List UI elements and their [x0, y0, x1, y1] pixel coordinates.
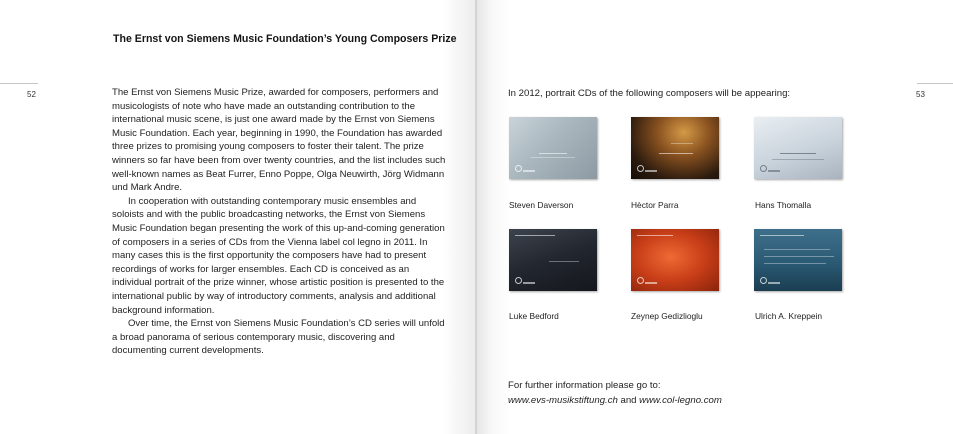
- left-page: [0, 0, 476, 434]
- cd-cover-ulrich-kreppein: [754, 229, 842, 291]
- cover-scribble: [764, 256, 834, 257]
- cd-cover-zeynep-gedizlioglu: [631, 229, 719, 291]
- cover-title-line: [539, 153, 567, 154]
- further-info: [508, 378, 722, 408]
- cover-scribble: [764, 263, 826, 264]
- paragraph: In cooperation with outstanding contemporary music ensembles and soloists and with the public broadcasting networks, the Ernst von Siemens Music Foundation began presenting the work of this up-and-coming generation of composers in a series of CDs from the Vienna label col legno in 2011. In many cases this is the first opportunity the composers have had to present recordings of works for larger ensembles. Each CD is conceived as an individual portrait of the prize winner, whose artistic position is presented to the international public by way of introductory comments, analysis and additional background information.: [112, 195, 445, 316]
- cover-title-line: [515, 235, 555, 236]
- label-mark: [523, 282, 535, 284]
- cd-caption: Luke Bedford: [509, 311, 559, 321]
- page-heading: The Ernst von Siemens Music Foundation’s Young Composers Prize: [113, 33, 457, 45]
- cd-cover-hans-thomalla: [754, 117, 842, 179]
- cover-scribble: [671, 143, 693, 144]
- page-number-left: 52: [27, 90, 36, 99]
- link-connector: and: [617, 395, 640, 406]
- intro-text: In 2012, portrait CDs of the following composers will be appearing:: [508, 88, 791, 99]
- cd-caption: Hans Thomalla: [755, 200, 812, 210]
- label-mark: [523, 170, 535, 172]
- cd-caption: Ulrich A. Kreppein: [755, 311, 823, 321]
- cd-cover-hector-parra: [631, 117, 719, 179]
- label-seal-icon: [760, 165, 767, 172]
- cover-scribble: [549, 261, 579, 262]
- further-info-links: [508, 393, 722, 408]
- right-page-background: [477, 0, 953, 434]
- paragraph: The Ernst von Siemens Music Prize, awarded for composers, performers and musicologists of note who have made an outstanding contribution to the international music scene, is just one award made by the Ernst von Siemens Music Foundation. Each year, beginning in 1990, the Foundation has awarded three prizes to promising young composers to foster their talent. The prize winners so far have been from over twenty countries, and the list includes such well-known names as Beat Furrer, Enno Poppe, Olga Neuwirth, Jörg Widmann und Mark Andre.: [112, 87, 446, 194]
- cd-caption: Steven Daverson: [509, 200, 574, 210]
- link-col-legno[interactable]: www.col-legno.com: [639, 395, 722, 406]
- cd-caption: Zeynep Gedizlioglu: [631, 311, 703, 321]
- cover-scribble: [531, 157, 575, 158]
- cover-title-line: [760, 235, 804, 236]
- label-mark: [768, 170, 780, 172]
- page-number-right: 53: [916, 90, 925, 99]
- label-seal-icon: [637, 165, 644, 172]
- cover-title-line: [659, 153, 693, 154]
- label-mark: [768, 282, 780, 284]
- label-mark: [645, 170, 657, 172]
- label-seal-icon: [515, 165, 522, 172]
- label-seal-icon: [637, 277, 644, 284]
- cd-cover-steven-daverson: [509, 117, 597, 179]
- paragraph: Over time, the Ernst von Siemens Music Foundation’s CD series will unfold a broad panorama of serious contemporary music, discovering and documenting current developments.: [112, 318, 445, 357]
- cover-scribble: [772, 159, 824, 160]
- cover-title-line: [637, 235, 673, 236]
- cover-title-line: [780, 153, 816, 154]
- margin-rule: [0, 83, 38, 84]
- cover-scribble: [764, 249, 830, 250]
- body-text: [112, 86, 450, 358]
- label-seal-icon: [760, 277, 767, 284]
- label-mark: [645, 282, 657, 284]
- label-seal-icon: [515, 277, 522, 284]
- further-info-text: For further information please go to:: [508, 380, 661, 391]
- cd-caption: Hèctor Parra: [631, 200, 679, 210]
- link-evs-musikstiftung[interactable]: www.evs-musikstiftung.ch: [508, 395, 618, 406]
- cd-cover-luke-bedford: [509, 229, 597, 291]
- margin-rule: [917, 83, 953, 84]
